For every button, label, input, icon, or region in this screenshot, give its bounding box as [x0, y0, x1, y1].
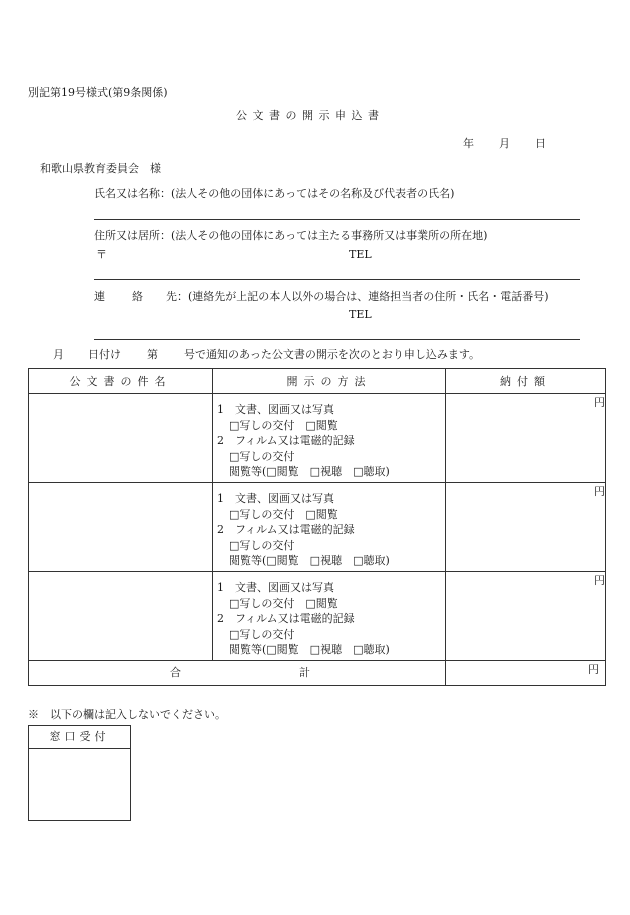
reception-label: 窓口受付 — [29, 726, 130, 749]
date-year: 年 — [463, 137, 474, 150]
method-line[interactable]: 閲覧等(□閲覧 □視聴 □聴取) — [229, 643, 390, 656]
fee-cell-3[interactable] — [446, 572, 606, 661]
tel-label-2: TEL — [349, 308, 372, 321]
header-disclosure-method: 開示の方法 — [213, 369, 446, 394]
method-cell-2[interactable] — [213, 483, 446, 572]
method-line: 1 文書、図画又は写真 — [217, 403, 334, 416]
disclosure-table — [28, 368, 606, 686]
subject-cell-2[interactable] — [29, 483, 213, 572]
yen-unit: 円 — [594, 574, 605, 587]
method-line: 2 フィルム又は電磁的記録 — [217, 612, 355, 625]
method-line[interactable]: 閲覧等(□閲覧 □視聴 □聴取) — [229, 465, 390, 478]
total-label-cell — [29, 661, 446, 686]
contact-underline[interactable] — [94, 339, 580, 340]
total-fee-cell[interactable] — [446, 661, 606, 686]
notice-month: 月 — [53, 348, 64, 361]
fee-cell-2[interactable] — [446, 483, 606, 572]
name-underline[interactable] — [94, 219, 580, 220]
postal-mark: 〒 — [96, 248, 107, 261]
method-cell-3[interactable] — [213, 572, 446, 661]
yen-unit: 円 — [588, 663, 599, 676]
method-line[interactable]: □写しの交付 □閲覧 — [229, 418, 338, 432]
date-month: 月 — [499, 137, 510, 150]
method-line[interactable]: □写しの交付 □閲覧 — [229, 596, 338, 610]
name-label: 氏名又は名称：(法人その他の団体にあってはその名称及び代表者の氏名) — [94, 187, 455, 200]
subject-cell-3[interactable] — [29, 572, 213, 661]
method-line: 2 フィルム又は電磁的記録 — [217, 523, 355, 536]
method-cell-1[interactable] — [213, 394, 446, 483]
footnote: ※ 以下の欄は記入しないでください。 — [28, 708, 226, 721]
method-line[interactable]: □写しの交付 — [229, 627, 295, 641]
notice-date-attached: 日付け — [88, 348, 121, 361]
contact-label-b: 絡 — [132, 290, 143, 303]
total-label-a: 合 — [170, 666, 181, 679]
method-line[interactable]: 閲覧等(□閲覧 □視聴 □聴取) — [229, 554, 390, 567]
reception-box — [28, 725, 131, 821]
notice-text: 号で通知のあった公文書の開示を次のとおり申し込みます。 — [184, 348, 481, 361]
contact-label-a: 連 — [94, 290, 105, 303]
total-label-b: 計 — [299, 666, 310, 679]
method-line[interactable]: □写しの交付 — [229, 449, 295, 463]
date-day: 日 — [535, 137, 546, 150]
method-line: 1 文書、図画又は写真 — [217, 492, 334, 505]
yen-unit: 円 — [594, 485, 605, 498]
method-line[interactable]: □写しの交付 □閲覧 — [229, 507, 338, 521]
notice-number-prefix: 第 — [147, 348, 158, 361]
addressee: 和歌山県教育委員会 様 — [40, 162, 161, 175]
yen-unit: 円 — [594, 396, 605, 409]
header-document-subject: 公文書の件名 — [29, 369, 213, 394]
method-line[interactable]: □写しの交付 — [229, 538, 295, 552]
method-line: 1 文書、図画又は写真 — [217, 581, 334, 594]
address-label: 住所又は居所：(法人その他の団体にあっては主たる事務所又は事業所の所在地) — [94, 229, 488, 242]
form-number: 別記第19号様式(第9条関係) — [28, 86, 168, 99]
method-line: 2 フィルム又は電磁的記録 — [217, 434, 355, 447]
address-underline[interactable] — [94, 279, 580, 280]
contact-label: 先：(連絡先が上記の本人以外の場合は、連絡担当者の住所・氏名・電話番号) — [166, 290, 549, 303]
tel-label-1: TEL — [349, 248, 372, 261]
page-title: 公 文 書 の 開 示 申 込 書 — [236, 109, 380, 122]
fee-cell-1[interactable] — [446, 394, 606, 483]
subject-cell-1[interactable] — [29, 394, 213, 483]
header-fee: 納付額 — [446, 369, 606, 394]
